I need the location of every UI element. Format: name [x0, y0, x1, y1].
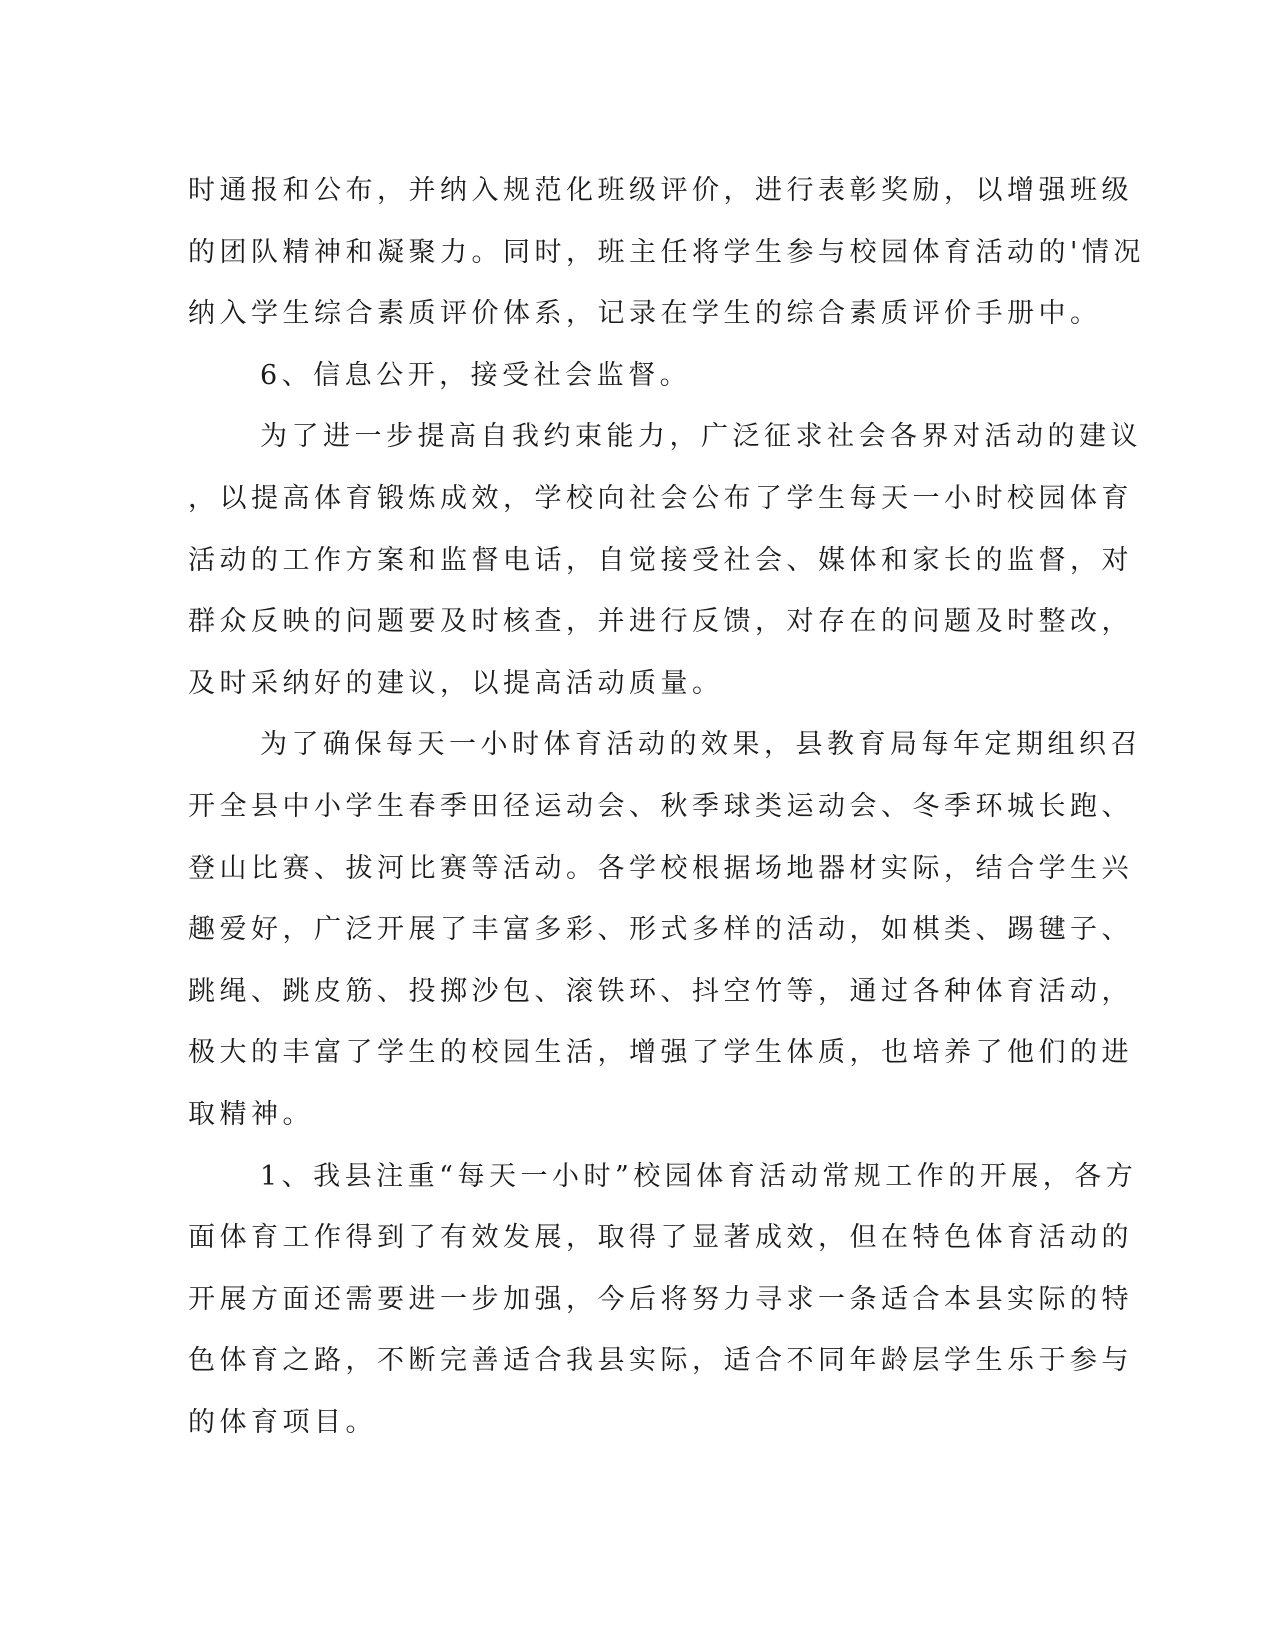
section-heading: 6、信息公开，接受社会监督。 — [260, 359, 692, 391]
text-line: 的团队精神和凝聚力。同时，班主任将学生参与校园体育活动的'情况 — [188, 236, 1145, 268]
text-line: 活动的工作方案和监督电话，自觉接受社会、媒体和家长的监督，对 — [188, 544, 1133, 576]
document-body — [188, 160, 1145, 1453]
text-line: 趣爱好，广泛开展了丰富多彩、形式多样的活动，如棋类、踢毽子、 — [188, 914, 1133, 946]
text-line: 登山比赛、拔河比赛等活动。各学校根据场地器材实际，结合学生兴 — [188, 852, 1133, 884]
text-line: 群众反映的问题要及时核查，并进行反馈，对存在的问题及时整改， — [188, 606, 1133, 638]
text-line: 开展方面还需要进一步加强，今后将努力寻求一条适合本县实际的特 — [188, 1283, 1133, 1315]
paragraph-start-line: 1、我县注重“每天一小时”校园体育活动常规工作的开展，各方 — [260, 1160, 1138, 1192]
text-line: 取精神。 — [188, 1098, 314, 1130]
text-line: 及时采纳好的建议，以提高活动质量。 — [188, 667, 724, 699]
text-line: 纳入学生综合素质评价体系，记录在学生的综合素质评价手册中。 — [188, 298, 1102, 330]
text-line: 色体育之路，不断完善适合我县实际，适合不同年龄层学生乐于参与 — [188, 1345, 1133, 1377]
text-line: 时通报和公布，并纳入规范化班级评价，进行表彰奖励，以增强班级 — [188, 175, 1133, 206]
text-line: 跳绳、跳皮筋、投掷沙包、滚铁环、抖空竹等，通过各种体育活动， — [188, 975, 1133, 1007]
text-line: 开全县中小学生春季田径运动会、秋季球类运动会、冬季环城长跑、 — [188, 790, 1133, 822]
text-line: ，以提高体育锻炼成效，学校向社会公布了学生每天一小时校园体育 — [188, 482, 1133, 514]
text-line: 面体育工作得到了有效发展，取得了显著成效，但在特色体育活动的 — [188, 1222, 1133, 1254]
text-line: 的体育项目。 — [188, 1406, 377, 1438]
paragraph-start-line: 为了确保每天一小时体育活动的效果，县教育局每年定期组织召 — [260, 729, 1142, 761]
text-line: 极大的丰富了学生的校园生活，增强了学生体质，也培养了他们的进 — [188, 1037, 1133, 1069]
paragraph-start-line: 为了进一步提高自我约束能力，广泛征求社会各界对活动的建议 — [260, 421, 1142, 453]
